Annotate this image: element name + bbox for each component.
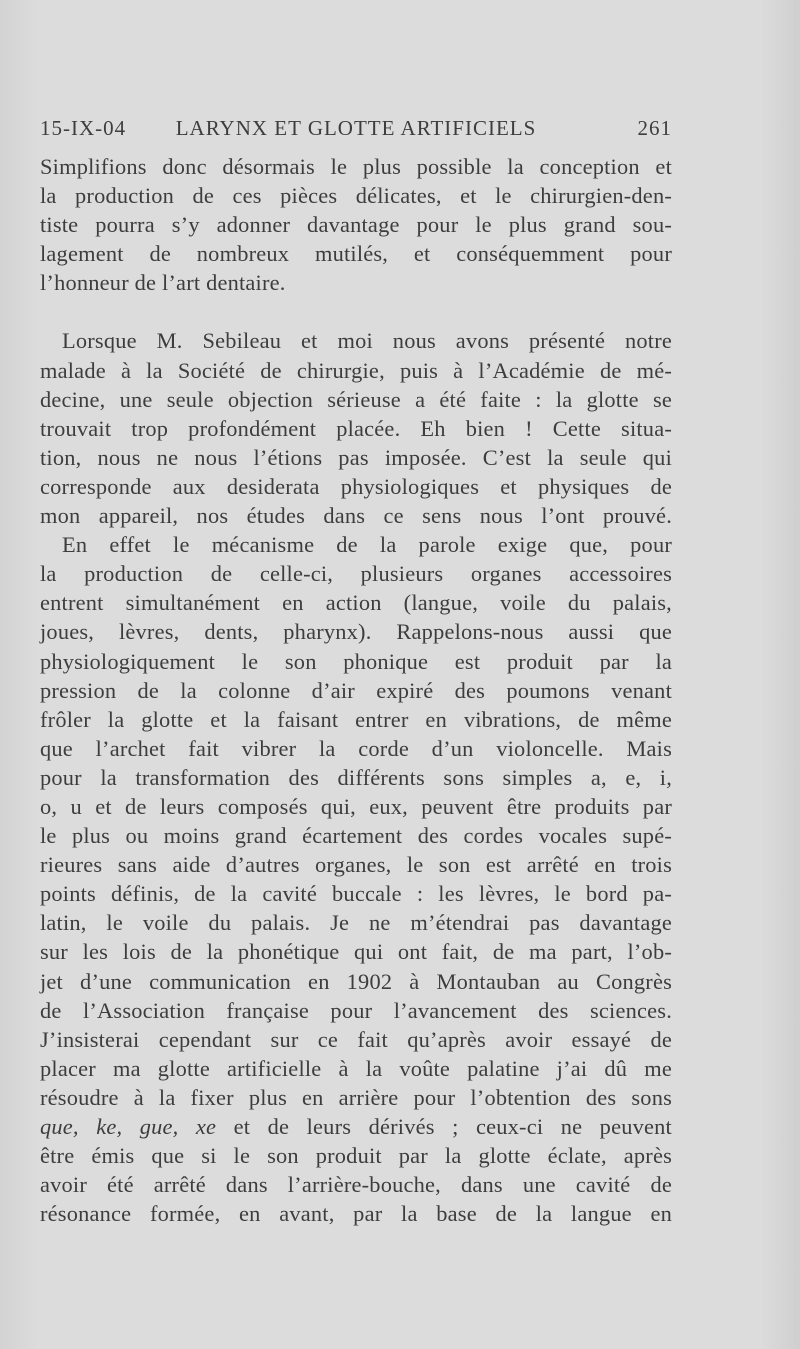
text-line: corresponde aux desiderata physiologiques et physiques de (40, 473, 672, 499)
text-line: mon appareil, nos études dans ce sens nous l’ont prouvé. (40, 503, 672, 529)
text-line-italic-sounds (40, 1112, 672, 1141)
header-date: 15-IX-04 (40, 116, 127, 140)
text-line: que l’archet fait vibrer la corde d’un violoncelle. Mais (40, 735, 672, 761)
text-line: le plus ou moins grand écartement des cordes vocales supé- (40, 823, 672, 849)
text-line: lagement de nombreux mutilés, et conséquemment pour (40, 241, 672, 267)
text-line: résoudre à la fixer plus en arrière pour l’obtention des sons (40, 1084, 672, 1110)
text-line: Lorsque M. Sebileau et moi nous avons présenté notre (62, 328, 672, 354)
text-line: être émis que si le son produit par la glotte éclate, après (40, 1143, 672, 1169)
text-line: decine, une seule objection sérieuse a été faite : la glotte se (40, 386, 672, 412)
text-line: physiologiquement le son phonique est produit par la (40, 648, 672, 674)
text-line: points définis, de la cavité buccale : les lèvres, le bord pa- (40, 881, 672, 907)
text-line: tion, nous ne nous l’étions pas imposée. C’est la seule qui (40, 444, 672, 470)
text-line: J’insisterai cependant sur ce fait qu’après avoir essayé de (40, 1026, 672, 1052)
text-line: la production de ces pièces délicates, et le chirurgien-den- (40, 183, 672, 209)
text-line: entrent simultanément en action (langue, voile du palais, (40, 590, 672, 616)
page-number: 261 (637, 116, 672, 140)
text-line: joues, lèvres, dents, pharynx). Rappelons-nous aussi que (40, 619, 672, 645)
text-line: o, u et de leurs composés qui, eux, peuvent être produits par (40, 793, 672, 819)
body-text (40, 152, 672, 1228)
text-line: frôler la glotte et la faisant entrer en vibrations, de même (40, 706, 672, 732)
paragraph-2 (40, 326, 672, 530)
italic-sound: gue, (139, 1114, 179, 1139)
italic-sound: xe (195, 1114, 217, 1139)
text-line: sur les lois de la phonétique qui ont fait, de ma part, l’ob- (40, 939, 672, 965)
text-line: rieures sans aide d’autres organes, le son est arrêté en trois (40, 852, 672, 878)
text-line: l’honneur de l’art dentaire. (40, 270, 286, 296)
paragraph-gap (40, 297, 672, 326)
italic-sound: que, (40, 1114, 79, 1139)
text-line: En effet le mécanisme de la parole exige que, pour (62, 532, 672, 558)
text-line: pression de la colonne d’air expiré des poumons venant (40, 677, 672, 703)
running-title: LARYNX ET GLOTTE ARTIFICIELS (175, 116, 537, 140)
text-line: placer ma glotte artificielle à la voûte palatine j’ai dû me (40, 1055, 672, 1081)
text-line: tiste pourra s’y adonner davantage pour le plus grand sou- (40, 212, 672, 238)
paragraph-1 (40, 152, 672, 297)
text-line: résonance formée, en avant, par la base de la langue en (40, 1201, 672, 1227)
text-line: malade à la Société de chirurgie, puis à l’Académie de mé- (40, 357, 672, 383)
running-header (40, 116, 672, 148)
text-line: jet d’une communication en 1902 à Montauban au Congrès (40, 968, 672, 994)
text-line-rest: et de leurs dérivés ; ceux-ci ne peuvent (233, 1114, 672, 1139)
text-line: pour la transformation des différents sons simples a, e, i, (40, 764, 672, 790)
text-line: latin, le voile du palais. Je ne m’étendrai pas davantage (40, 910, 672, 936)
italic-sound: ke, (96, 1114, 123, 1139)
text-line: la production de celle-ci, plusieurs organes accessoires (40, 561, 672, 587)
text-line: trouvait trop profondément placée. Eh bien ! Cette situa- (40, 415, 672, 441)
text-line: Simplifions donc désormais le plus possible la conception et (40, 154, 672, 179)
paragraph-3 (40, 530, 672, 1228)
text-line: de l’Association française pour l’avancement des sciences. (40, 997, 672, 1023)
text-line: avoir été arrêté dans l’arrière-bouche, dans une cavité de (40, 1172, 672, 1198)
